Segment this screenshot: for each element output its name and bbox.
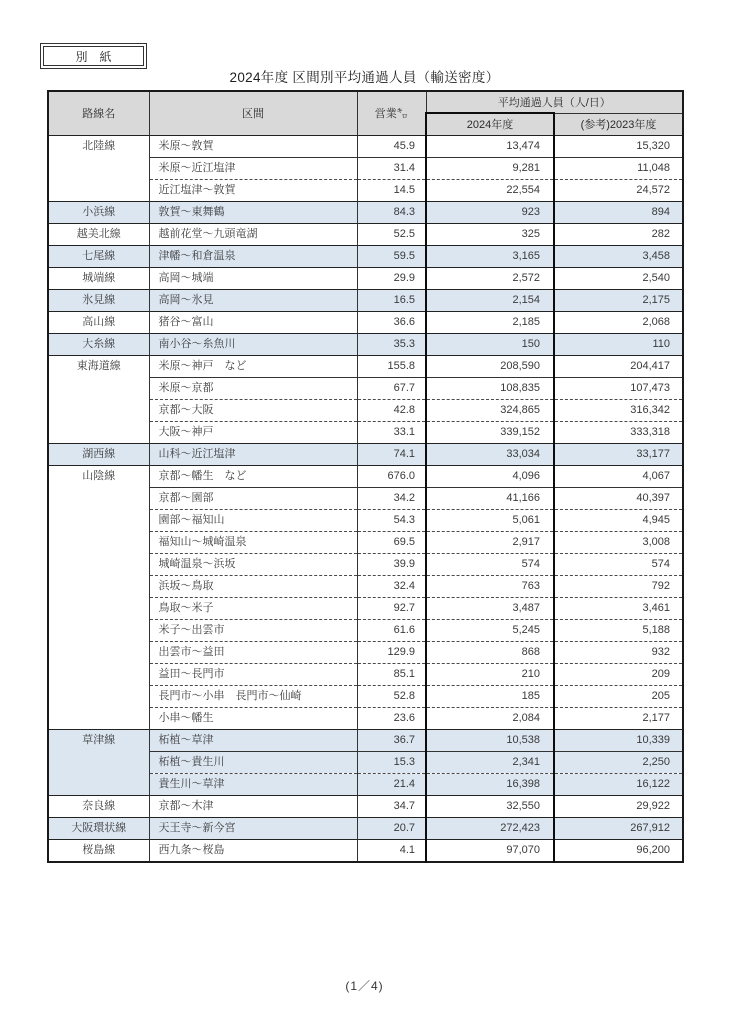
table-row xyxy=(48,795,683,817)
section-cell: 城崎温泉～浜坂 xyxy=(149,553,357,575)
fy2023-value-cell: 204,417 xyxy=(554,355,683,377)
fy2023-value-cell: 10,339 xyxy=(554,729,683,751)
fy2023-value-cell: 24,572 xyxy=(554,179,683,201)
operating-km-cell: 45.9 xyxy=(357,135,426,157)
fy2024-value-cell: 3,165 xyxy=(426,245,554,267)
section-cell: 山科～近江塩津 xyxy=(149,443,357,465)
fy2024-value-cell: 108,835 xyxy=(426,377,554,399)
line-name-cell: 氷見線 xyxy=(48,289,149,311)
fy2023-value-cell: 209 xyxy=(554,663,683,685)
section-cell: 米原～近江塩津 xyxy=(149,157,357,179)
operating-km-cell: 74.1 xyxy=(357,443,426,465)
fy2023-value-cell: 16,122 xyxy=(554,773,683,795)
fy2023-value-cell: 29,922 xyxy=(554,795,683,817)
operating-km-cell: 31.4 xyxy=(357,157,426,179)
operating-km-cell: 155.8 xyxy=(357,355,426,377)
fy2023-value-cell: 2,068 xyxy=(554,311,683,333)
operating-km-cell: 67.7 xyxy=(357,377,426,399)
fy2023-value-cell: 5,188 xyxy=(554,619,683,641)
line-name-cell: 七尾線 xyxy=(48,245,149,267)
line-name-cell: 大糸線 xyxy=(48,333,149,355)
fy2024-value-cell: 208,590 xyxy=(426,355,554,377)
section-cell: 高岡～城端 xyxy=(149,267,357,289)
table-row xyxy=(48,311,683,333)
fy2023-value-cell: 316,342 xyxy=(554,399,683,421)
section-cell: 近江塩津～敦賀 xyxy=(149,179,357,201)
fy2023-value-cell: 2,250 xyxy=(554,751,683,773)
fy2023-value-cell: 15,320 xyxy=(554,135,683,157)
fy2023-value-cell: 932 xyxy=(554,641,683,663)
operating-km-cell: 20.7 xyxy=(357,817,426,839)
section-cell: 米原～敦賀 xyxy=(149,135,357,157)
table-header xyxy=(48,91,683,135)
operating-km-cell: 14.5 xyxy=(357,179,426,201)
fy2024-value-cell: 13,474 xyxy=(426,135,554,157)
fy2023-value-cell: 792 xyxy=(554,575,683,597)
section-cell: 猪谷～富山 xyxy=(149,311,357,333)
section-cell: 柘植～草津 xyxy=(149,729,357,751)
operating-km-cell: 4.1 xyxy=(357,839,426,862)
fy2024-value-cell: 22,554 xyxy=(426,179,554,201)
operating-km-cell: 39.9 xyxy=(357,553,426,575)
section-cell: 大阪～神戸 xyxy=(149,421,357,443)
fy2024-value-cell: 923 xyxy=(426,201,554,223)
table-row xyxy=(48,289,683,311)
section-cell: 鳥取～米子 xyxy=(149,597,357,619)
fy2024-value-cell: 5,245 xyxy=(426,619,554,641)
section-cell: 米原～京都 xyxy=(149,377,357,399)
operating-km-cell: 36.6 xyxy=(357,311,426,333)
line-name-cell: 大阪環状線 xyxy=(48,817,149,839)
line-name-cell: 越美北線 xyxy=(48,223,149,245)
operating-km-cell: 34.7 xyxy=(357,795,426,817)
fy2023-value-cell: 40,397 xyxy=(554,487,683,509)
operating-km-cell: 69.5 xyxy=(357,531,426,553)
fy2024-value-cell: 4,096 xyxy=(426,465,554,487)
section-cell: 京都～園部 xyxy=(149,487,357,509)
section-cell: 出雲市～益田 xyxy=(149,641,357,663)
fy2023-value-cell: 333,318 xyxy=(554,421,683,443)
line-name-cell: 東海道線 xyxy=(48,355,149,443)
header-operating-km: 営業㌔ xyxy=(357,91,426,135)
table-row xyxy=(48,135,683,157)
operating-km-cell: 61.6 xyxy=(357,619,426,641)
fy2023-value-cell: 894 xyxy=(554,201,683,223)
fy2023-value-cell: 33,177 xyxy=(554,443,683,465)
fy2023-value-cell: 96,200 xyxy=(554,839,683,862)
fy2024-value-cell: 2,084 xyxy=(426,707,554,729)
section-cell: 長門市～小串 長門市～仙崎 xyxy=(149,685,357,707)
header-section: 区間 xyxy=(149,91,357,135)
table-row xyxy=(48,333,683,355)
operating-km-cell: 84.3 xyxy=(357,201,426,223)
operating-km-cell: 33.1 xyxy=(357,421,426,443)
section-cell: 米原～神戸 など xyxy=(149,355,357,377)
fy2024-value-cell: 9,281 xyxy=(426,157,554,179)
fy2024-value-cell: 41,166 xyxy=(426,487,554,509)
fy2024-value-cell: 3,487 xyxy=(426,597,554,619)
table-row xyxy=(48,201,683,223)
header-fy2024: 2024年度 xyxy=(426,113,554,135)
header-passenger-group: 平均通過人員（人/日） xyxy=(426,91,683,113)
operating-km-cell: 52.5 xyxy=(357,223,426,245)
fy2023-value-cell: 574 xyxy=(554,553,683,575)
table-body xyxy=(48,135,683,862)
section-cell: 越前花堂～九頭竜湖 xyxy=(149,223,357,245)
line-name-cell: 湖西線 xyxy=(48,443,149,465)
fy2023-value-cell: 2,540 xyxy=(554,267,683,289)
table-row xyxy=(48,267,683,289)
section-cell: 浜坂～鳥取 xyxy=(149,575,357,597)
fy2024-value-cell: 210 xyxy=(426,663,554,685)
table-row xyxy=(48,223,683,245)
section-cell: 柘植～貴生川 xyxy=(149,751,357,773)
fy2024-value-cell: 97,070 xyxy=(426,839,554,862)
operating-km-cell: 29.9 xyxy=(357,267,426,289)
fy2024-value-cell: 574 xyxy=(426,553,554,575)
fy2024-value-cell: 868 xyxy=(426,641,554,663)
operating-km-cell: 85.1 xyxy=(357,663,426,685)
table-row xyxy=(48,465,683,487)
section-cell: 高岡～氷見 xyxy=(149,289,357,311)
operating-km-cell: 15.3 xyxy=(357,751,426,773)
table-row xyxy=(48,817,683,839)
transport-density-table xyxy=(47,90,684,863)
operating-km-cell: 59.5 xyxy=(357,245,426,267)
fy2024-value-cell: 272,423 xyxy=(426,817,554,839)
fy2024-value-cell: 2,341 xyxy=(426,751,554,773)
section-cell: 園部～福知山 xyxy=(149,509,357,531)
attachment-label: 別 紙 xyxy=(43,46,144,66)
section-cell: 西九条～桜島 xyxy=(149,839,357,862)
fy2024-value-cell: 16,398 xyxy=(426,773,554,795)
fy2024-value-cell: 763 xyxy=(426,575,554,597)
fy2024-value-cell: 2,185 xyxy=(426,311,554,333)
fy2023-value-cell: 267,912 xyxy=(554,817,683,839)
line-name-cell: 草津線 xyxy=(48,729,149,795)
fy2023-value-cell: 2,177 xyxy=(554,707,683,729)
operating-km-cell: 92.7 xyxy=(357,597,426,619)
operating-km-cell: 21.4 xyxy=(357,773,426,795)
header-line-name: 路線名 xyxy=(48,91,149,135)
section-cell: 天王寺～新今宮 xyxy=(149,817,357,839)
fy2024-value-cell: 185 xyxy=(426,685,554,707)
line-name-cell: 高山線 xyxy=(48,311,149,333)
operating-km-cell: 42.8 xyxy=(357,399,426,421)
section-cell: 京都～木津 xyxy=(149,795,357,817)
section-cell: 福知山～城崎温泉 xyxy=(149,531,357,553)
fy2023-value-cell: 11,048 xyxy=(554,157,683,179)
section-cell: 米子～出雲市 xyxy=(149,619,357,641)
section-cell: 津幡～和倉温泉 xyxy=(149,245,357,267)
operating-km-cell: 36.7 xyxy=(357,729,426,751)
fy2024-value-cell: 5,061 xyxy=(426,509,554,531)
table-row xyxy=(48,245,683,267)
section-cell: 京都～幡生 など xyxy=(149,465,357,487)
fy2023-value-cell: 3,008 xyxy=(554,531,683,553)
page-indicator: (1／4) xyxy=(345,979,384,993)
fy2023-value-cell: 3,461 xyxy=(554,597,683,619)
fy2024-value-cell: 324,865 xyxy=(426,399,554,421)
line-name-cell: 桜島線 xyxy=(48,839,149,862)
section-cell: 敦賀～東舞鶴 xyxy=(149,201,357,223)
line-name-cell: 北陸線 xyxy=(48,135,149,201)
fy2023-value-cell: 4,067 xyxy=(554,465,683,487)
operating-km-cell: 54.3 xyxy=(357,509,426,531)
line-name-cell: 奈良線 xyxy=(48,795,149,817)
fy2023-value-cell: 107,473 xyxy=(554,377,683,399)
section-cell: 南小谷～糸魚川 xyxy=(149,333,357,355)
table-row xyxy=(48,443,683,465)
section-cell: 益田～長門市 xyxy=(149,663,357,685)
operating-km-cell: 676.0 xyxy=(357,465,426,487)
fy2024-value-cell: 150 xyxy=(426,333,554,355)
section-cell: 京都～大阪 xyxy=(149,399,357,421)
fy2024-value-cell: 33,034 xyxy=(426,443,554,465)
line-name-cell: 城端線 xyxy=(48,267,149,289)
fy2023-value-cell: 3,458 xyxy=(554,245,683,267)
table-row xyxy=(48,355,683,377)
operating-km-cell: 52.8 xyxy=(357,685,426,707)
fy2023-value-cell: 4,945 xyxy=(554,509,683,531)
line-name-cell: 小浜線 xyxy=(48,201,149,223)
fy2024-value-cell: 2,572 xyxy=(426,267,554,289)
table-row xyxy=(48,839,683,862)
fy2024-value-cell: 10,538 xyxy=(426,729,554,751)
operating-km-cell: 23.6 xyxy=(357,707,426,729)
operating-km-cell: 129.9 xyxy=(357,641,426,663)
operating-km-cell: 16.5 xyxy=(357,289,426,311)
section-cell: 小串～幡生 xyxy=(149,707,357,729)
fy2024-value-cell: 325 xyxy=(426,223,554,245)
fy2023-value-cell: 110 xyxy=(554,333,683,355)
table-row xyxy=(48,729,683,751)
fy2023-value-cell: 2,175 xyxy=(554,289,683,311)
operating-km-cell: 32.4 xyxy=(357,575,426,597)
fy2024-value-cell: 339,152 xyxy=(426,421,554,443)
operating-km-cell: 35.3 xyxy=(357,333,426,355)
fy2023-value-cell: 282 xyxy=(554,223,683,245)
fy2024-value-cell: 2,154 xyxy=(426,289,554,311)
fy2024-value-cell: 32,550 xyxy=(426,795,554,817)
header-fy2023: (参考)2023年度 xyxy=(554,113,683,135)
section-cell: 貴生川～草津 xyxy=(149,773,357,795)
fy2023-value-cell: 205 xyxy=(554,685,683,707)
operating-km-cell: 34.2 xyxy=(357,487,426,509)
page-title: 2024年度 区間別平均通過人員（輸送密度） xyxy=(229,70,500,85)
line-name-cell: 山陰線 xyxy=(48,465,149,729)
fy2024-value-cell: 2,917 xyxy=(426,531,554,553)
